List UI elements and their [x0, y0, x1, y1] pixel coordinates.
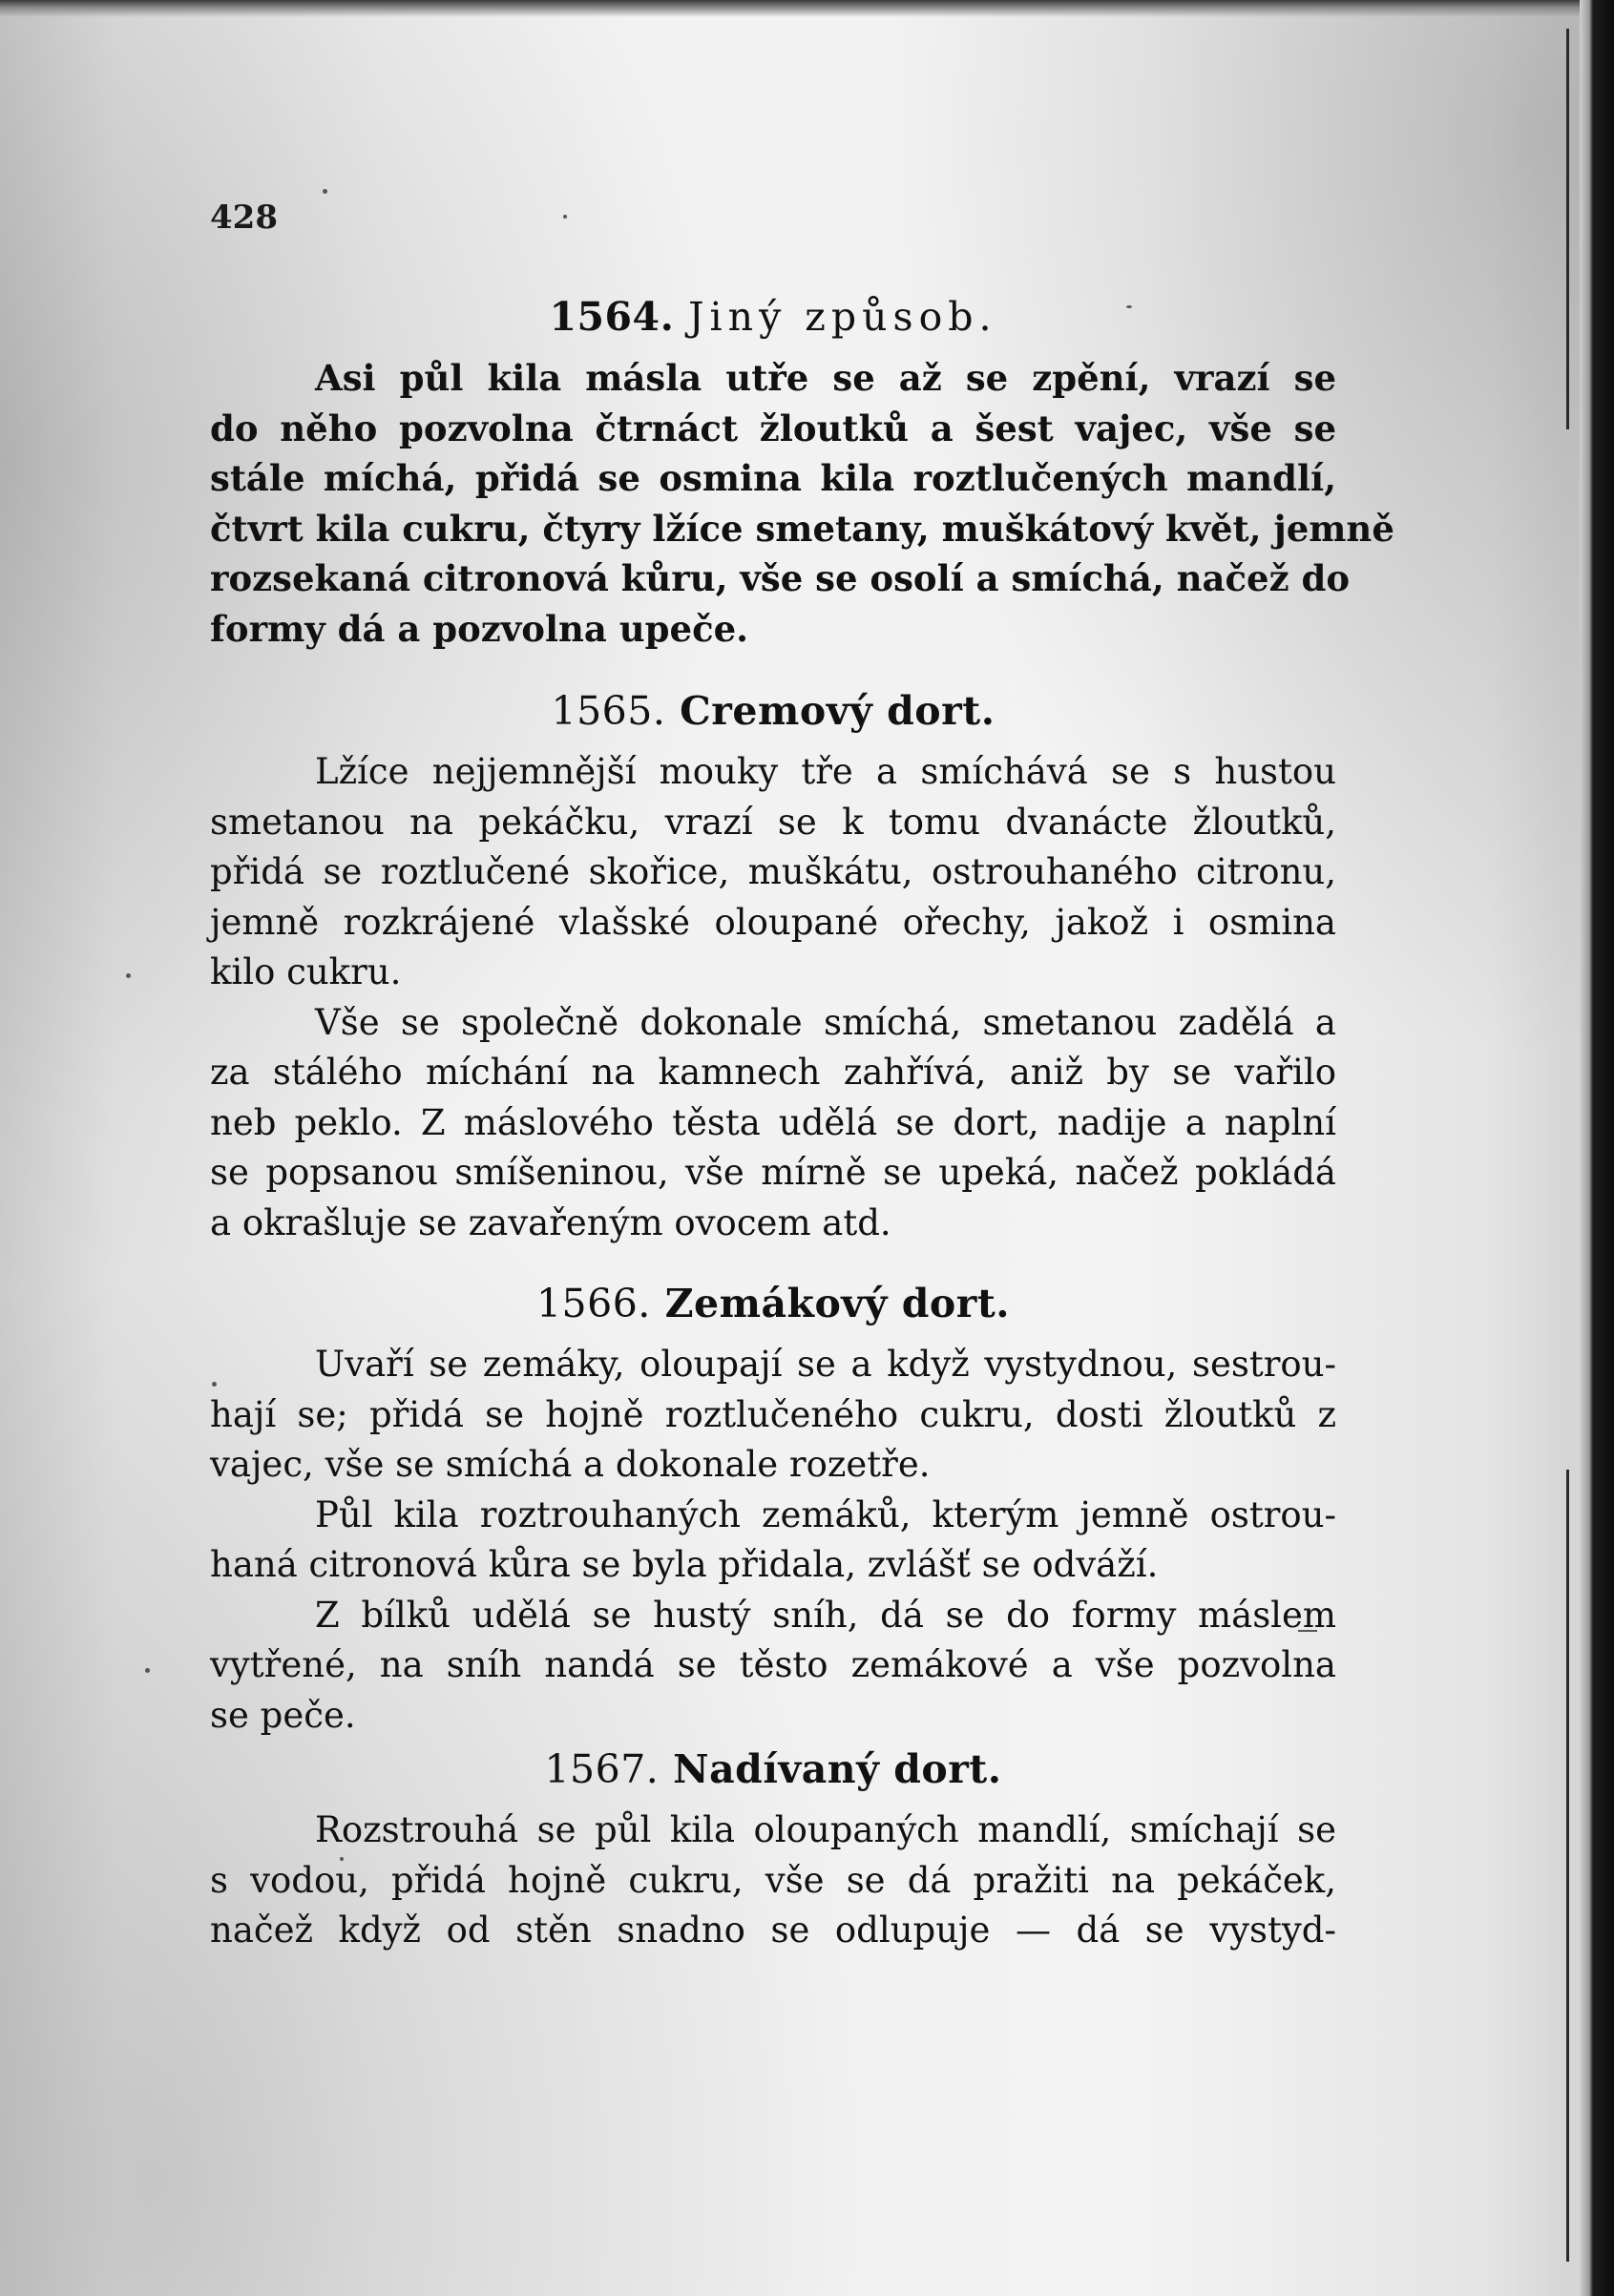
text-line: přidá se roztlučené skořice, muškátu, ostrouhaného citronu,: [210, 851, 1336, 892]
text-line: vajec, vše se smíchá a dokonale rozetře.: [210, 1444, 931, 1485]
page-text: [210, 181, 1394, 1956]
text-line: se peče.: [210, 1694, 356, 1736]
page-number: 428: [210, 198, 278, 237]
text-line: Z bílků udělá se hustý sníh, dá se do formy máslem: [315, 1594, 1336, 1636]
recipe-paragraph: [210, 353, 1394, 654]
recipe-number: 1566.: [535, 1281, 651, 1326]
text-line: Lžíce nejjemnější mouky tře a smíchává se s hustou: [315, 751, 1336, 792]
text-line: hají se; přidá se hojně roztlučeného cukru, dosti žloutků z: [210, 1393, 1336, 1435]
text-line: do něho pozvolna čtrnáct žloutků a šest vajec, vše se: [210, 407, 1336, 449]
top-scan-edge: [0, 0, 1614, 17]
scan-speck: [126, 973, 131, 978]
text-line: se popsanou smíšeninou, vše mírně se upeká, načež pokládá: [210, 1152, 1336, 1193]
recipe-section: [210, 1281, 1336, 1741]
recipe-heading: [210, 1281, 1336, 1326]
recipe-section: [210, 294, 1394, 654]
recipe-paragraph: [210, 747, 1336, 998]
text-line: vytřené, na sníh nandá se těsto zemákové a vše pozvolna: [210, 1644, 1336, 1685]
text-line: formy dá a pozvolna upeče.: [210, 607, 749, 650]
recipe-title: Jiný způsob.: [688, 294, 997, 340]
text-line: načež když od stěn snadno se odlupuje — dá se vystyd-: [210, 1910, 1336, 1951]
recipe-paragraph: [210, 1340, 1336, 1491]
recipe-paragraph: [210, 1491, 1336, 1591]
text-line: Rozstrouhá se půl kila oloupaných mandlí, smíchají se: [315, 1809, 1336, 1850]
recipe-paragraph: [210, 1805, 1336, 1956]
text-line: jemně rozkrájené vlašské oloupané ořechy, jakož i osmina: [210, 901, 1336, 943]
text-line: kilo cukru.: [210, 951, 402, 992]
recipe-number: 1564.: [549, 294, 675, 340]
right-scan-edge: [1580, 0, 1614, 2296]
right-binding-line-lower: [1566, 1470, 1569, 2262]
text-line: rozsekaná citronová kůru, vše se osolí a smíchá, načež do: [210, 557, 1351, 599]
text-line: Asi půl kila másla utře se až se zpění, vrazí se: [315, 357, 1336, 399]
recipe-title: Zemákový dort.: [664, 1281, 1011, 1326]
recipe-heading: [210, 294, 1336, 340]
text-line: za stálého míchání na kamnech zahřívá, aniž by se vařilo: [210, 1052, 1336, 1093]
text-line: čtvrt kila cukru, čtyry lžíce smetany, muškátový květ, jemně: [210, 507, 1394, 550]
text-line: neb peklo. Z máslového těsta udělá se dort, nadije a naplní: [210, 1101, 1336, 1143]
text-line: Půl kila roztrouhaných zemáků, kterým jemně ostrou-: [315, 1493, 1336, 1535]
recipe-number: 1567.: [544, 1746, 660, 1792]
recipe-title: Cremový dort.: [680, 688, 996, 734]
text-line: Vše se společně dokonale smíchá, smetanou zadělá a: [315, 1001, 1336, 1043]
text-line: haná citronová kůra se byla přidala, zvlášť se odváží.: [210, 1544, 1159, 1585]
text-line: s vodou, přidá hojně cukru, vše se dá pražiti na pekáček,: [210, 1859, 1336, 1901]
text-line: a okrašluje se zavařeným ovocem atd.: [210, 1201, 891, 1243]
text-line: Uvaří se zemáky, oloupají se a když vystydnou, sestrou-: [315, 1344, 1336, 1385]
recipe-number: 1565.: [551, 688, 666, 734]
recipe-heading: [210, 688, 1336, 734]
recipe-paragraph: [210, 1591, 1336, 1742]
recipe-paragraph: [210, 998, 1336, 1249]
text-line: stále míchá, přidá se osmina kila roztlučených mandlí,: [210, 457, 1336, 499]
scan-speck: [145, 1668, 150, 1673]
recipe-heading: [210, 1746, 1336, 1792]
right-binding-line: [1566, 29, 1569, 429]
recipe-title: Nadívaný dort.: [673, 1746, 1002, 1792]
recipe-section: [210, 688, 1336, 1248]
text-line: smetanou na pekáčku, vrazí se k tomu dvanácte žloutků,: [210, 801, 1336, 843]
recipe-section: [210, 1746, 1336, 1956]
